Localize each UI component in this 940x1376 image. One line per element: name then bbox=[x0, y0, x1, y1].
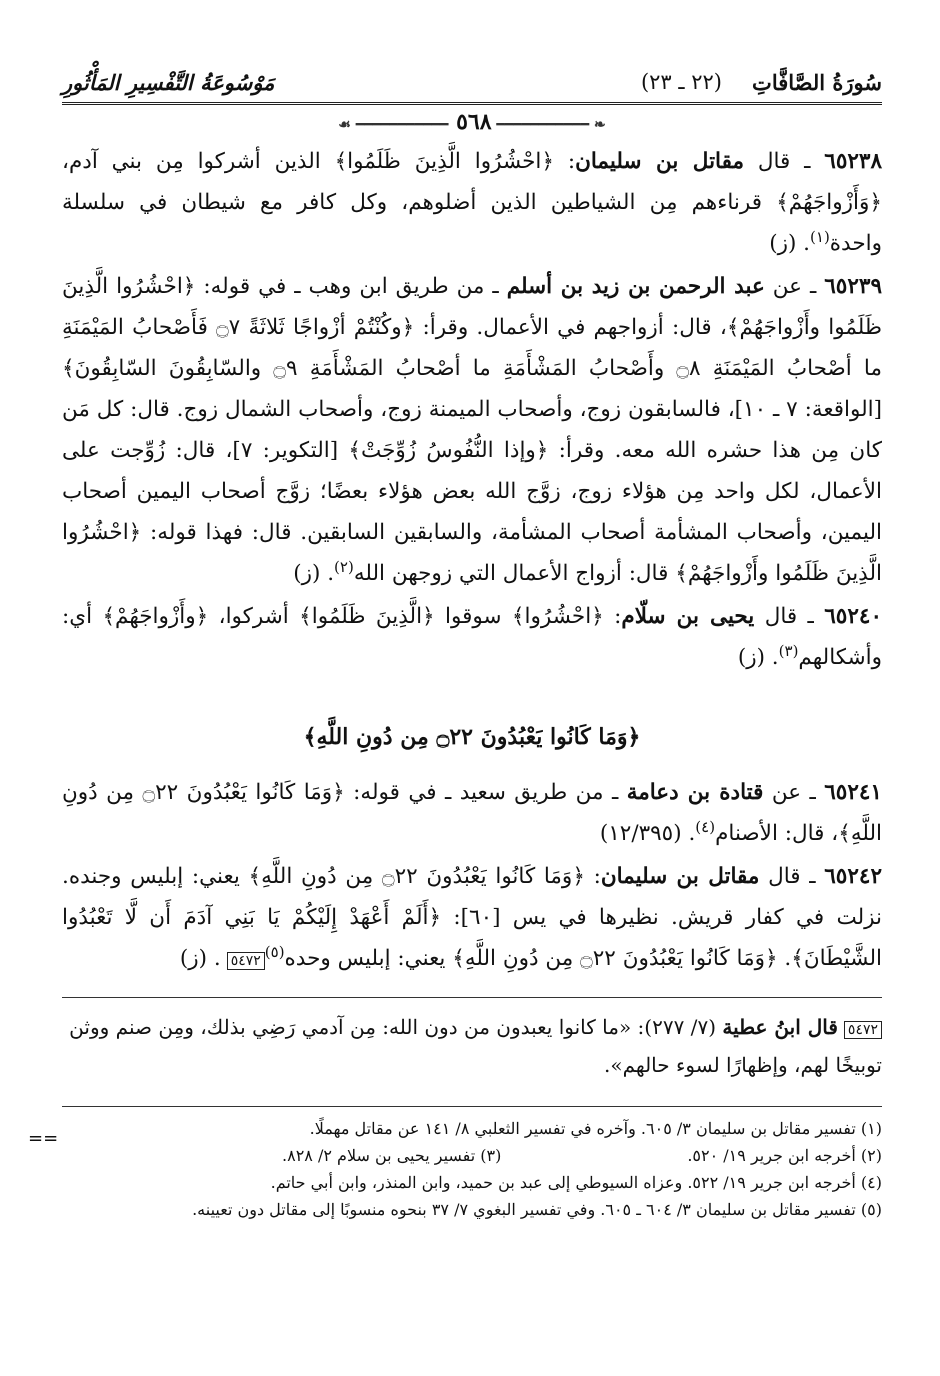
verse-range: (٢٢ ـ ٢٣) bbox=[640, 70, 722, 94]
entry-65239: ٦٥٢٣٩ ـ عن عبد الرحمن بن زيد بن أسلم ـ من طريق ابن وهب ـ في قوله: ﴿احْشُرُوا الَّذِينَ ظَلَمُوا وأَزْواجَهُمْ﴾، قال: أزواجهم في الأعمال. وقرأ: ﴿وكُنْتُمْ أزْواجًا ثَلاثَةً ۝٧ فَأَصْحابُ المَيْمَنَةِ ما أصْحابُ المَيْمَنَةِ ۝٨ وأَصْحابُ المَشْأَمَةِ ما أصْحابُ المَشْأَمَةِ ۝٩ والسّابِقُونَ السّابِقُونَ﴾ [الواقعة: ٧ ـ ١٠]، فالسابقون زوج، وأصحاب الميمنة زوج، وأصحاب الشمال زوج. قال: كل مَن كان مِن هذا حشره الله معه. وقرأ: ﴿وإذا النُّفُوسُ زُوِّجَتْ﴾ [التكوير: ٧]، قال: زُوِّجت على الأعمال، لكل واحد مِن هؤلاء زوج، زوَّج الله بعض هؤلاء بعضًا؛ زوَّج أصحاب اليمين أصحاب اليمين، وأصحاب المشأمة أصحاب المشأمة، والسابقين السابقين. قال: فهذا قوله: ﴿احْشُرُوا الَّذِينَ ظَلَمُوا وأَزْواجَهُمْ﴾ قال: أزواج الأعمال التي زوجهن الله$^{(٢)}$. (ز) bbox=[62, 274, 883, 586]
footnote-ref[interactable]: (٣) bbox=[778, 641, 799, 660]
footnote-ref[interactable]: (١) bbox=[810, 227, 830, 246]
footnote-row bbox=[62, 1142, 882, 1169]
continuation-mark: == bbox=[28, 1128, 59, 1149]
entry-65238: ٦٥٢٣٨ ـ قال مقاتل بن سليمان: ﴿احْشُرُوا الَّذِينَ ظَلَمُوا﴾ الذين أشركوا مِن بني آدم، ﴿وَأَزْواجَهُمْ﴾ قرناءهم مِن الشياطين الذين أضلوهم، وكل كافر مع شيطان في سلسلة واحدة$^{(١)}$. (ز) bbox=[62, 149, 883, 256]
page-number-line bbox=[62, 109, 882, 135]
footnote-ref[interactable]: (٢) bbox=[334, 557, 354, 576]
footnote-ref[interactable]: (٥) bbox=[264, 942, 285, 961]
book-title: مَوْسُوعَةُ التَّفْسِيرِ المَأْثُورِ bbox=[62, 70, 275, 95]
sura-name: سُورَةُ الصَّافَّاتِ bbox=[752, 70, 882, 95]
commentary-text: «ما كانوا يعبدون من دون الله: مِن آدمي رَضِي بذلك، ومِن صنم ووثن توبيخًا لهم، وإظهارًا لسوء حالهم». bbox=[69, 1015, 882, 1077]
commentary-source: (٧/ ٢٧٧): bbox=[631, 1015, 723, 1039]
commentary-tag[interactable]: ٥٤٧٢ bbox=[227, 952, 265, 970]
entry-65241: ٦٥٢٤١ ـ عن قتادة بن دعامة ـ من طريق سعيد ـ في قوله: ﴿وَمَا كَانُوا يَعْبُدُونَ ۝٢٢ مِن دُونِ اللَّهِ﴾، قال: الأصنام$^{(٤)}$. (١٢/٣٩٥) bbox=[62, 780, 882, 846]
footnote-ref[interactable]: (٤) bbox=[695, 817, 716, 836]
commentary-note bbox=[62, 1008, 882, 1084]
footnotes bbox=[62, 1115, 882, 1223]
footnote-1: (١) تفسير مقاتل بن سليمان ٣/ ٦٠٥. وآخره في تفسير الثعلبي ٨/ ١٤١ عن مقاتل مهملًا. bbox=[309, 1119, 882, 1138]
entry-65240: ٦٥٢٤٠ ـ قال يحيى بن سلّام: ﴿احْشُرُوا﴾ سوقوا ﴿الَّذِينَ ظَلَمُوا﴾ أشركوا، ﴿وأَزْواجَهُمْ﴾ أي: وأشكالهم$^{(٣)}$. (ز) bbox=[62, 604, 882, 670]
commentary-separator bbox=[62, 997, 882, 998]
page-number: ٥٦٨ bbox=[456, 109, 492, 135]
footnote-2: (٢) أخرجه ابن جرير ١٩/ ٥٢٠. bbox=[687, 1146, 882, 1165]
ornament-icon: ❧ ━━━━━━━━━━━ bbox=[491, 117, 606, 133]
footnote-4: (٤) أخرجه ابن جرير ١٩/ ٥٢٢. وعزاه السيوطي إلى عبد بن حميد، وابن المنذر، وابن أبي حاتم. bbox=[270, 1173, 882, 1192]
ornament-icon: ━━━━━━━━━━━ ☙ bbox=[338, 117, 449, 133]
entry-65242: ٦٥٢٤٢ ـ قال مقاتل بن سليمان: ﴿وَمَا كَانُوا يَعْبُدُونَ ۝٢٢ مِن دُونِ اللَّهِ﴾ يعني: إبليس وجنده. نزلت في كفار قريش. نظيرها في يس [٦٠]: ﴿أَلَمْ أَعْهَدْ إِلَيْكُمْ يَا بَنِي آدَمَ أَن لَّا تَعْبُدُوا الشَّيْطَانَ﴾. ﴿وَمَا كَانُوا يَعْبُدُونَ ۝٢٢ مِن دُونِ اللَّهِ﴾ يعني: إبليس وحده$^{(٥)}$٥٤٧٢. (ز) bbox=[62, 864, 882, 971]
commentary-author: قال ابنُ عطية bbox=[722, 1015, 838, 1039]
running-header bbox=[62, 70, 882, 100]
footnote-3: (٣) تفسير يحيى بن سلام ٢/ ٨٢٨. bbox=[282, 1146, 502, 1165]
verse-heading: ﴿وَمَا كَانُوا يَعْبُدُونَ ۝٢٢ مِن دُونِ اللَّهِ﴾ bbox=[303, 724, 641, 750]
header-rule bbox=[62, 102, 882, 105]
page bbox=[62, 70, 882, 1223]
commentary-tag: ٥٤٧٢ bbox=[844, 1021, 882, 1039]
footnote-separator bbox=[62, 1106, 882, 1107]
footnote-5: (٥) تفسير مقاتل بن سليمان ٣/ ٦٠٤ ـ ٦٠٥. وفي تفسير البغوي ٧/ ٣٧ بنحوه منسوبًا إلى مقاتل دون تعيينه. bbox=[192, 1200, 882, 1219]
